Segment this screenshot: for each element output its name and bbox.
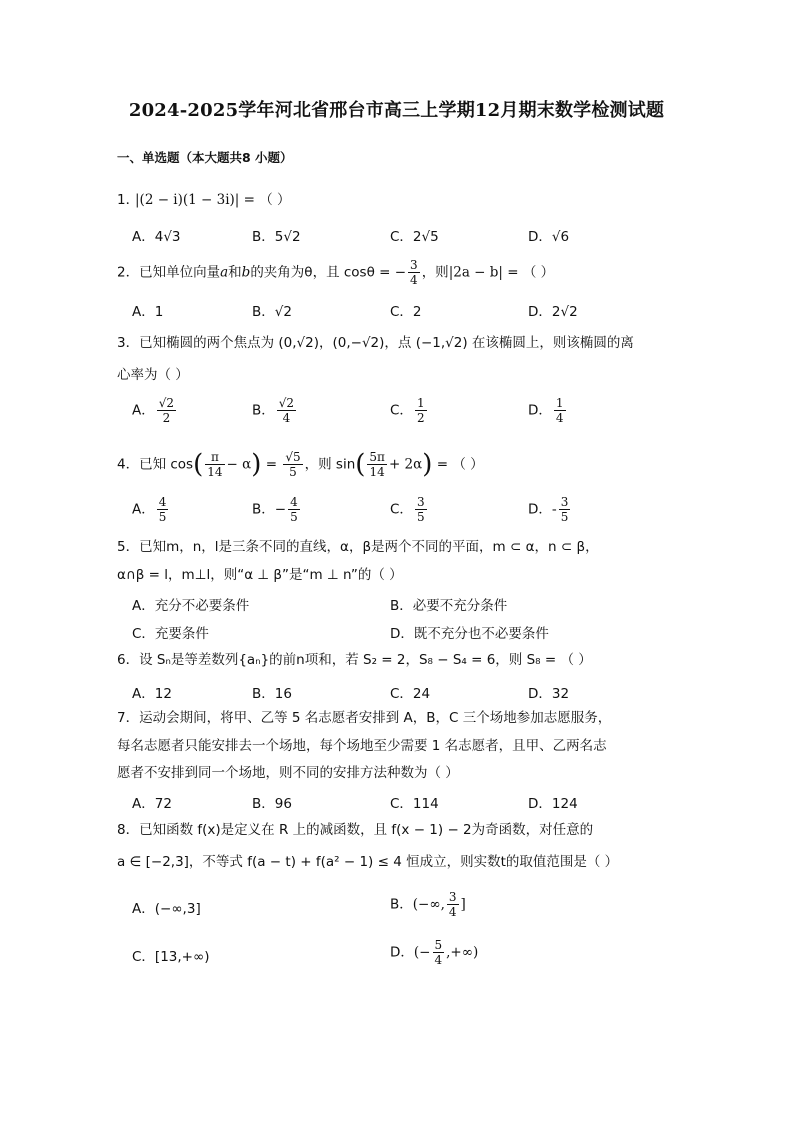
- option-label: B．: [390, 896, 413, 913]
- interval-end: ]: [460, 896, 466, 913]
- q1-option-d: D．√6: [528, 229, 570, 245]
- q4-text: − α: [226, 456, 252, 473]
- question-3-line-2: 心率为（ ）: [117, 367, 189, 383]
- question-5-line-2: α∩β = l，m⊥l，则“α ⊥ β”是“m ⊥ n”的（ ）: [117, 567, 403, 583]
- q3-option-b: [252, 396, 298, 425]
- q2-option-d: D．2√2: [528, 304, 578, 320]
- q2-text: 2．已知单位向量: [117, 264, 221, 281]
- q3-option-d: [528, 396, 568, 425]
- fraction: [408, 258, 420, 287]
- q3-option-a: [132, 396, 178, 425]
- q4-option-d: [528, 495, 572, 524]
- q2-text: = （ ）: [502, 264, 555, 281]
- q8-option-a: A．(−∞,3]: [132, 901, 201, 917]
- numerator: 3: [410, 258, 418, 272]
- question-7-line-2: 每名志愿者只能安排去一个场地，每个场地至少需要 1 名志愿者，且甲、乙两名志: [117, 738, 607, 754]
- q7-option-d: D．124: [528, 796, 578, 812]
- q2-text: ，则: [421, 264, 449, 281]
- question-3-line-1: 3．已知椭圆的两个焦点为 (0,√2)，(0,−√2)，点 (−1,√2) 在该椭圆上，则该椭圆的离: [117, 335, 634, 351]
- q2-option-a: A．1: [132, 304, 164, 320]
- option-label: A．: [132, 402, 155, 419]
- numerator: √5: [285, 450, 301, 464]
- numerator: 4: [158, 495, 167, 509]
- q7-option-c: C．114: [390, 796, 439, 812]
- q6-option-a: A．12: [132, 686, 172, 702]
- fraction: [415, 495, 427, 524]
- denominator: 5: [416, 510, 425, 524]
- q4-option-a: [132, 495, 170, 524]
- vector-b: b: [241, 264, 251, 281]
- denominator: 4: [555, 411, 564, 425]
- q2-text: 和: [228, 264, 242, 281]
- q4-text: =: [261, 456, 282, 473]
- q2-option-c: C．2: [390, 304, 422, 320]
- q4-text: ，则 sin: [304, 456, 356, 473]
- numerator: 3: [448, 890, 457, 904]
- numerator: 3: [560, 495, 569, 509]
- question-8-line-1: 8．已知函数 f(x)是定义在 R 上的减函数，且 f(x − 1) − 2为奇函数，对任意的: [117, 822, 594, 838]
- fraction: [277, 396, 296, 425]
- section-heading: 一、单选题（本大题共8 小题）: [117, 150, 293, 165]
- question-2-stem: [117, 258, 554, 287]
- q4-text: = （ ）: [432, 456, 484, 473]
- numerator: √2: [278, 396, 295, 410]
- fraction: [367, 450, 387, 479]
- interval-start: (−: [413, 944, 431, 961]
- denominator: 5: [289, 465, 297, 479]
- numerator: 4: [290, 495, 298, 509]
- page-title: 2024-2025学年河北省邢台市高三上学期12月期末数学检测试题: [128, 100, 665, 121]
- fraction: [205, 450, 224, 479]
- q2-expression: |2a − b|: [448, 264, 503, 281]
- numerator: 5: [434, 938, 443, 952]
- paren-open: (: [355, 449, 366, 480]
- option-label: D．: [390, 944, 414, 961]
- interval-end: ,+∞): [446, 944, 479, 961]
- question-6-stem: 6．设 Sₙ是等差数列{aₙ}的前n项和，若 S₂ = 2，S₈ − S₄ = 6，则 S₈ = （ ）: [117, 652, 592, 668]
- denominator: 5: [158, 510, 167, 524]
- q4-option-c: [390, 495, 429, 524]
- denominator: 4: [448, 905, 457, 919]
- denominator: 5: [290, 510, 298, 524]
- q8-option-b: [390, 890, 466, 919]
- denominator: 5: [560, 510, 569, 524]
- denominator: 2: [162, 411, 171, 425]
- fraction: [554, 396, 566, 425]
- q4-option-b: [252, 495, 302, 524]
- q1-option-c: C．2√5: [390, 229, 439, 245]
- q4-text: 4．已知 cos: [117, 456, 194, 473]
- fraction: [157, 396, 176, 425]
- denominator: 14: [207, 465, 223, 479]
- fraction: [157, 495, 169, 524]
- numerator: π: [205, 450, 224, 465]
- paren-close: ): [422, 449, 433, 480]
- numerator: 1: [416, 396, 425, 410]
- interval-start: (−∞,: [412, 896, 445, 913]
- q5-option-b: B．必要不充分条件: [390, 598, 508, 614]
- numerator: 5π: [369, 450, 385, 464]
- option-label: A．: [132, 501, 155, 518]
- q7-option-a: A．72: [132, 796, 172, 812]
- numerator: 1: [555, 396, 564, 410]
- q8-option-c: C．[13,+∞): [132, 949, 210, 965]
- question-4-stem: [117, 450, 484, 479]
- q6-option-c: C．24: [390, 686, 431, 702]
- question-1-number: 1．: [117, 192, 140, 208]
- option-label: D．: [528, 402, 552, 419]
- option-label: C．: [390, 402, 413, 419]
- denominator: 4: [410, 273, 418, 287]
- question-7-line-3: 愿者不安排到同一个场地，则不同的安排方法种数为（ ）: [117, 765, 459, 781]
- paren-close: ): [251, 449, 262, 480]
- option-label: B．−: [252, 501, 287, 518]
- q2-text: 的夹角为θ，且 cosθ = −: [250, 264, 407, 281]
- q2-option-b: B．√2: [252, 304, 292, 320]
- q8-option-d: [390, 938, 478, 967]
- denominator: 4: [282, 411, 291, 425]
- option-label: B．: [252, 402, 275, 419]
- q6-option-d: D．32: [528, 686, 570, 702]
- denominator: 14: [369, 465, 385, 479]
- q5-option-c: C．充要条件: [132, 626, 209, 642]
- paren-open: (: [193, 449, 204, 480]
- question-5-line-1: 5．已知m，n，l是三条不同的直线，α，β是两个不同的平面，m ⊂ α，n ⊂ β，: [117, 539, 599, 555]
- fraction: [283, 450, 302, 479]
- q1-option-a: A．4√3: [132, 229, 181, 245]
- fraction: [559, 495, 571, 524]
- option-label: C．: [390, 501, 413, 518]
- question-8-line-2: a ∈ [−2,3]，不等式 f(a − t) + f(a² − 1) ≤ 4 恒成立，则实数t的取值范围是（ ）: [117, 854, 619, 870]
- q4-text: + 2α: [388, 456, 423, 473]
- fraction: [288, 495, 300, 524]
- numerator: √2: [158, 396, 175, 410]
- q7-option-b: B．96: [252, 796, 292, 812]
- q5-option-d: D．既不充分也不必要条件: [390, 626, 549, 642]
- q5-option-a: A．充分不必要条件: [132, 598, 250, 614]
- q3-option-c: [390, 396, 429, 425]
- q6-option-b: B．16: [252, 686, 292, 702]
- numerator: 3: [416, 495, 425, 509]
- vector-a: a: [220, 264, 229, 281]
- option-label: D．-: [528, 501, 557, 518]
- fraction: [447, 890, 459, 919]
- fraction: [415, 396, 427, 425]
- denominator: 4: [434, 953, 443, 967]
- fraction: [433, 938, 445, 967]
- denominator: 2: [416, 411, 425, 425]
- question-7-line-1: 7．运动会期间，将甲、乙等 5 名志愿者安排到 A，B，C 三个场地参加志愿服务，: [117, 710, 612, 726]
- question-1-stem: |(2 − i)(1 − 3i)| = （ ）: [135, 192, 291, 208]
- q1-option-b: B．5√2: [252, 229, 301, 245]
